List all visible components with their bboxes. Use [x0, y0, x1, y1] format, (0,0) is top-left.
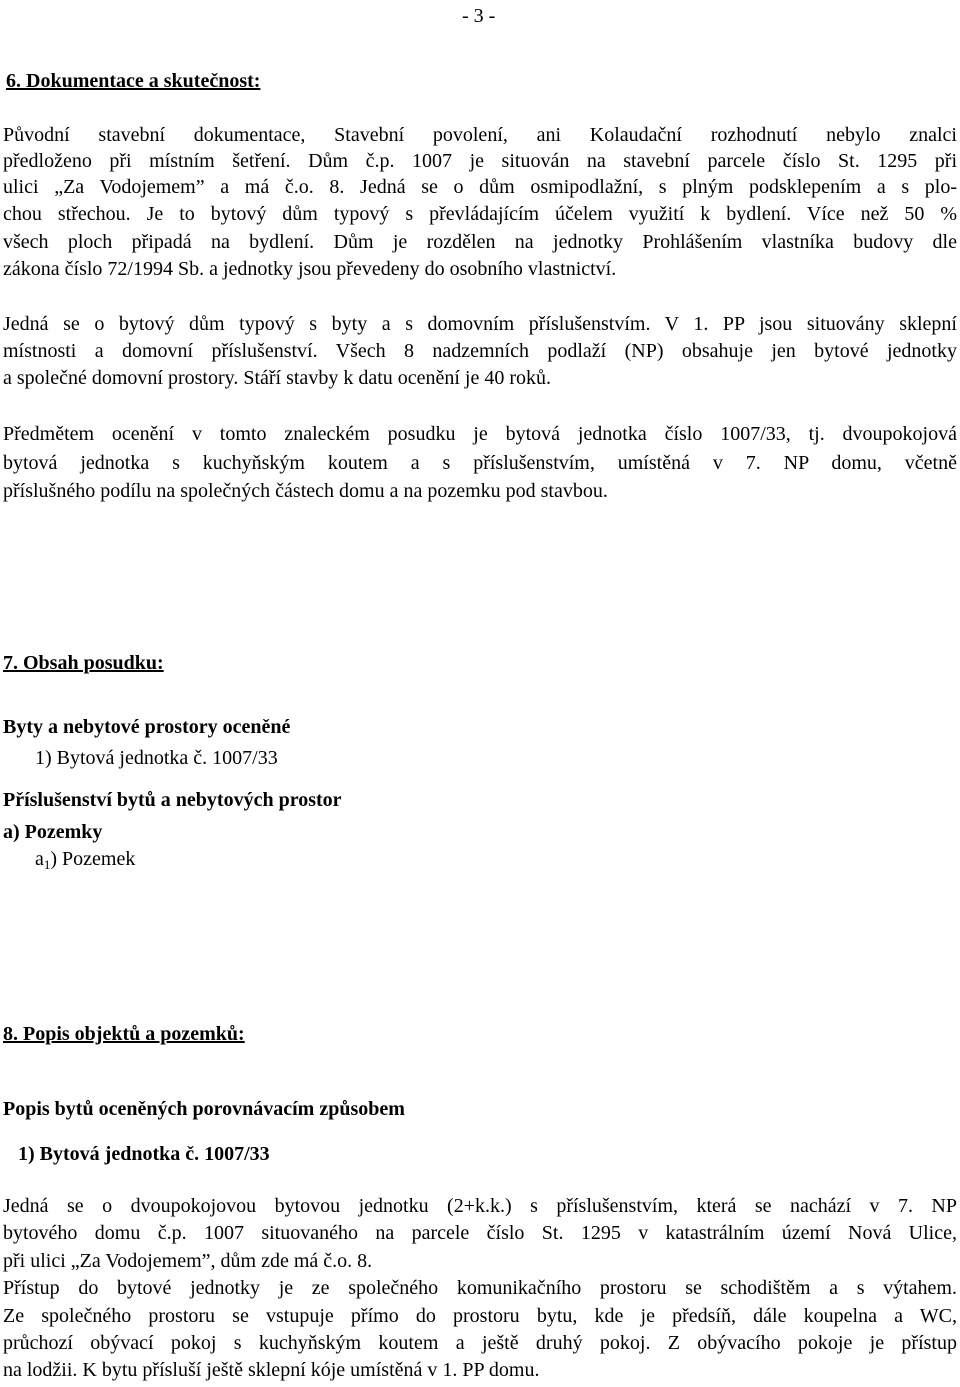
text-line: bytová jednotka s kuchyňským koutem a s příslušenstvím, umístěná v 7. NP domu, včetně: [3, 452, 957, 474]
text-line: místnosti a domovní příslušenství. Všech 8 nadzemních podlaží (NP) obsahuje jen bytové jednotky: [3, 340, 957, 362]
section-7-subheading-prislusenstvi: Příslušenství bytů a nebytových prostor: [3, 789, 342, 811]
text-line: Ze společného prostoru se vstupuje přímo do prostoru bytu, kde je předsíň, dále koupelna a WC,: [3, 1305, 957, 1327]
text-line: Jedná se o bytový dům typový s byty a s domovním příslušenstvím. V 1. PP jsou situovány sklepní: [3, 313, 957, 335]
text-line: chou střechou. Je to bytový dům typový s převládajícím účelem využití k bydlení. Více než 50 %: [3, 203, 957, 225]
text-line: průchozí obývací pokoj s kuchyňským koutem a ještě druhý pokoj. Z obývacího pokoje je přístup: [3, 1332, 957, 1354]
text-line: na lodžii. K bytu přísluší ještě sklepní kóje umístěná v 1. PP domu.: [3, 1359, 540, 1381]
section-7-subheading-byty: Byty a nebytové prostory oceněné: [3, 716, 291, 738]
section-6-heading: 6. Dokumentace a skutečnost:: [6, 70, 261, 92]
text-line: bytového domu č.p. 1007 situovaného na parcele číslo St. 1295 v katastrálním území Nová Ulice,: [3, 1222, 957, 1244]
section-7-item-pozemek: $a_1$) Pozemek: [35, 848, 136, 872]
text-line: při ulici „Za Vodojemem”, dům zde má č.o. 8.: [3, 1250, 373, 1272]
text-line: ulici „Za Vodojemem” a má č.o. 8. Jedná se o dům osmipodlažní, s plným podsklepením a s plo-: [3, 176, 957, 198]
page-number: - 3 -: [462, 5, 496, 27]
section-8-subheading: Popis bytů oceněných porovnávacím způsobem: [3, 1098, 405, 1120]
text-line: Jedná se o dvoupokojovou bytovou jednotku (2+k.k.) s příslušenstvím, která se nachází v 7. NP: [3, 1195, 957, 1217]
text-line: Přístup do bytové jednotky je ze společného komunikačního prostoru se schodištěm a s výtahem.: [3, 1277, 957, 1299]
text-line: příslušného podílu na společných částech domu a na pozemku pod stavbou.: [3, 480, 608, 502]
text-line: a společné domovní prostory. Stáří stavby k datu ocenění je 40 roků.: [3, 367, 552, 389]
text-line: předloženo při místním šetření. Dům č.p. 1007 je situován na stavební parcele číslo St. 1295 při: [3, 150, 957, 172]
text-line: Předmětem ocenění v tomto znaleckém posudku je bytová jednotka číslo 1007/33, tj. dvoupokojová: [3, 423, 957, 445]
text-line: všech ploch připadá na bydlení. Dům je rozdělen na jednotky Prohlášením vlastníka budovy dle: [3, 231, 957, 253]
text-line: zákona číslo 72/1994 Sb. a jednotky jsou převedeny do osobního vlastnictví.: [3, 258, 617, 280]
text-line: Původní stavební dokumentace, Stavební povolení, ani Kolaudační rozhodnutí nebylo znalci: [3, 124, 957, 146]
section-7-subheading-pozemky: a) Pozemky: [3, 821, 103, 843]
section-8-heading: 8. Popis objektů a pozemků:: [3, 1023, 245, 1045]
section-8-item-bytova-jednotka: 1) Bytová jednotka č. 1007/33: [18, 1143, 270, 1165]
section-7-heading: 7. Obsah posudku:: [3, 652, 164, 674]
section-7-item-bytova-jednotka: 1) Bytová jednotka č. 1007/33: [35, 747, 278, 769]
